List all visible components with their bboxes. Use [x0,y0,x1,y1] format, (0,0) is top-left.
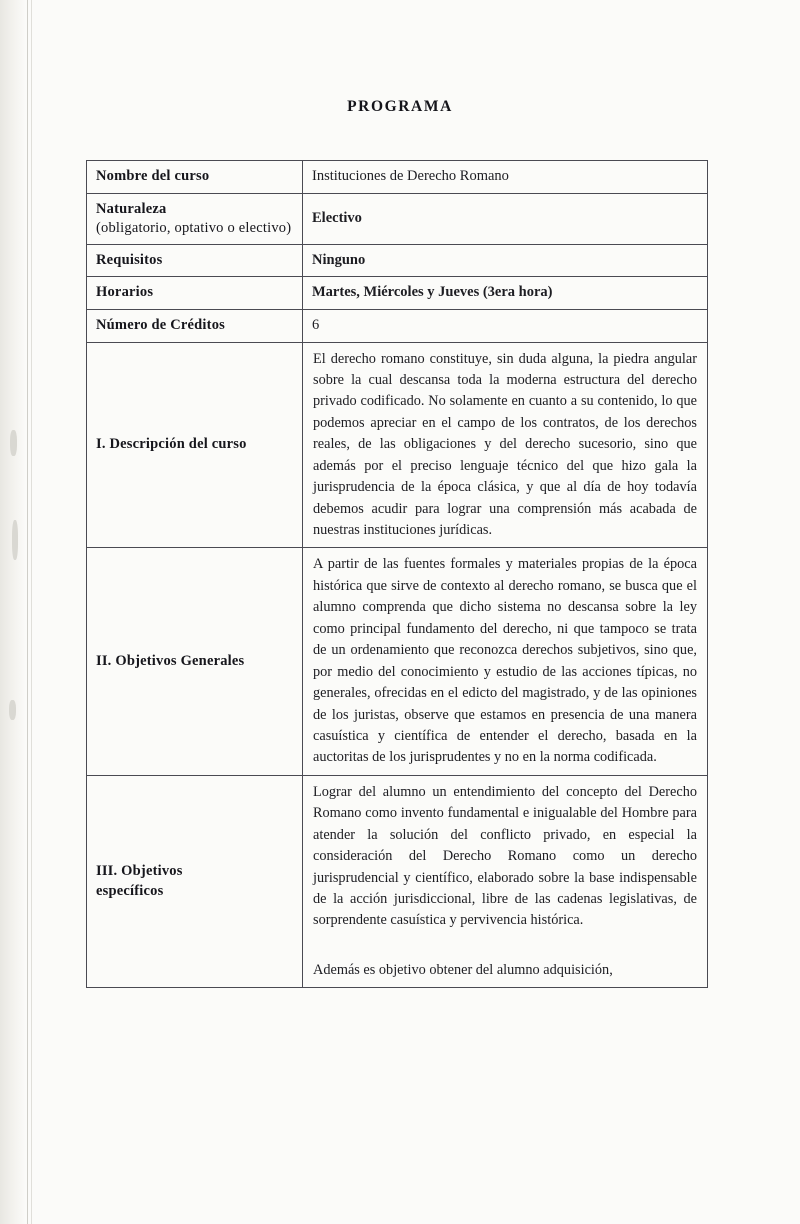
table-row [87,775,708,988]
table-row [87,161,708,194]
row-label [87,193,303,244]
row-label: I. Descripción del curso [87,342,303,548]
row-label-line: (obligatorio, optativo o electivo) [96,219,292,236]
scan-speck-artifact [10,430,17,456]
paragraph: A partir de las fuentes formales y materiales propias de la época histórica que sirve de contexto al derecho romano, se busca que el alumno comprenda que dicho sistema no descansa sobre la ley como principal fundamento del derecho, ni que tampoco se trata de un ordenamiento que reconozca derechos subjetivos, sino que, por medio del conocimiento y estudio de las acciones típicas, no generales, ofrecidas en el edicto del magistrado, y de las opiniones de los juristas, observe que estamos en presencia de una manera casuística y científica de entender el derecho, basada en la auctoritas de los jurisprudentes y no en la norma codificada. [313,556,697,766]
scan-speck-artifact [9,700,16,720]
row-value: Martes, Miércoles y Jueves (3era hora) [303,277,708,310]
page-title: PROGRAMA [347,98,453,115]
paragraph: Lograr del alumno un entendimiento del concepto del Derecho Romano como invento fundamental e inigualable del Hombre para atender la solución del conflicto privado, en especial la consideración del Derecho Romano como un derecho jurisprudencial y científico, elaborado sobre la base indispensable de la acción jurisdiccional, libre de las cadenas legislativas, de sorprendente casuística y pervivencia histórica. [313,783,697,929]
program-table [86,160,708,988]
paragraph: Además es objetivo obtener del alumno adquisición, [313,961,613,978]
scan-speck-artifact [12,520,18,560]
row-value: Instituciones de Derecho Romano [303,161,708,194]
row-value: 6 [303,309,708,342]
scan-line-artifact [31,0,32,1224]
row-label: II. Objetivos Generales [87,548,303,775]
row-label-line: específicos [96,882,164,899]
table-row [87,193,708,244]
row-value [303,775,708,988]
row-value: Electivo [303,193,708,244]
table-row [87,548,708,775]
row-label: Número de Créditos [87,309,303,342]
row-label: Requisitos [87,244,303,277]
paragraph: El derecho romano constituye, sin duda alguna, la piedra angular sobre la cual descansa toda la moderna estructura del derecho privado codificado. No solamente en cuanto a su contenido, lo que podemos apreciar en el campo de los contratos, de los derechos reales, de las obligaciones y del derecho sucesorio, sino que además por el preciso lenguaje técnico del que hizo gala la jurisprudencia de la época clásica, y que al día de hoy todavía debemos acudir para lograr una comprensión más acabada de nuestras instituciones jurídicas. [313,350,697,538]
row-value: Ninguno [303,244,708,277]
row-label-line: Naturaleza [96,200,167,217]
row-value [303,342,708,548]
row-label-line: III. Objetivos [96,863,183,880]
row-label: Horarios [87,277,303,310]
scan-edge-artifact [0,0,26,1224]
table-row [87,309,708,342]
table-row [87,342,708,548]
table-row [87,244,708,277]
row-label: Nombre del curso [87,161,303,194]
table-row [87,277,708,310]
row-label [87,775,303,988]
row-value [303,548,708,775]
scan-line-artifact [27,0,28,1224]
